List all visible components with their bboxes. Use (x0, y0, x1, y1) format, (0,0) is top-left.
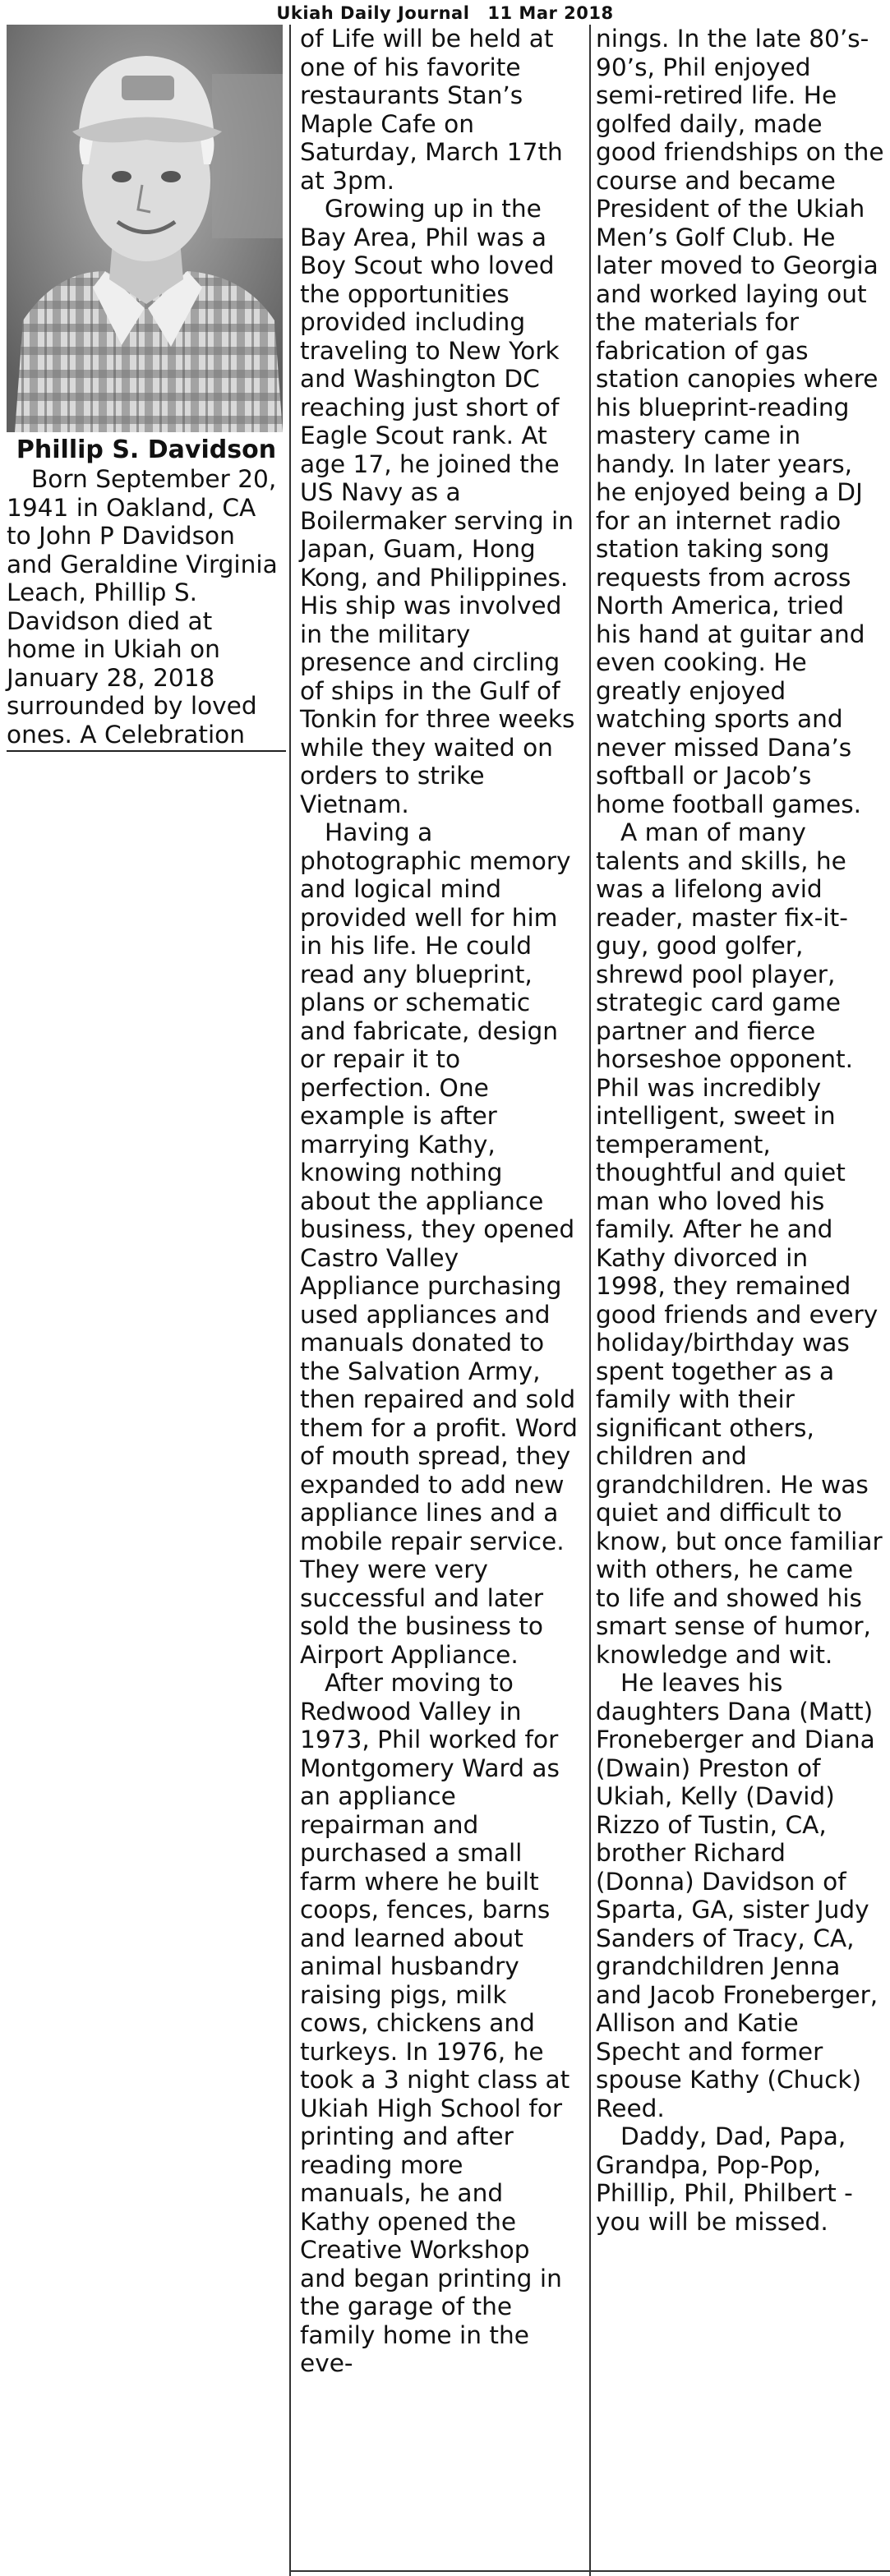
paragraph-redwood-valley: After moving to Redwood Valley in 1973, Phil worked for Montgomery Ward as an appliance repairman and purchased a small farm where he built coops, fences, barns and learned about animal husbandry raising pigs, milk cows, chickens and turkeys. In 1976, he took a 3 night class at Ukiah High School for printing and after reading more manuals, he and Kathy opened the Creative Workshop and began printing in the garage of the family home in the eve- (300, 1669, 570, 2377)
portrait-photo-icon (7, 25, 283, 432)
paragraph-character: A man of many talents and skills, he was a lifelong avid reader, master fix-it-guy, good golfer, shrewd pool player, strategic card game partner and fierce horseshoe opponent. Phil was incredibly intelligent, sweet in temperament, thoughtful and quiet man who loved his family. After he and Kathy divorced in 1998, they remained good friends and every holiday/birthday was spent together as a family with their significant others, children and grandchildren. He was quiet and difficult to know, but once familiar with others, he came to life and showed his smart sense of humor, knowledge and wit. (596, 818, 883, 1669)
bottom-rule (289, 2570, 890, 2572)
newspaper-name: Ukiah Daily Journal (276, 3, 470, 23)
deceased-name-caption: Phillip S. Davidson (16, 435, 277, 464)
masthead (0, 2, 890, 25)
paragraph-celebration-of-life: of Life will be held at one of his favorite restaurants Stan’s Maple Cafe on Saturday, March 17th at 3pm. (300, 25, 563, 195)
column-3 (596, 25, 885, 2236)
column-2 (300, 25, 579, 2378)
paragraph-early-life: Growing up in the Bay Area, Phil was a Boy Scout who loved the opportunities provided including traveling to New York and Washington DC reaching just short of Eagle Scout rank. At age 17, he joined the US Navy as a Boilermaker serving in Japan, Guam, Hong Kong, and Philippines. His ship was involved in the military presence and circling of ships in the Gulf of Tonkin for three weeks while they waited on orders to strike Vietnam. (300, 195, 575, 818)
paragraph-birth-death: Born September 20, 1941 in Oakland, CA to John P Davidson and Geraldine Virginia Leach, Phillip S. Davidson died at home in Ukiah on January 28, 2018 surrounded by loved ones. A Celebration (7, 465, 278, 749)
paragraph-career: Having a photographic memory and logical mind provided well for him in his life. He could read any blueprint, plans or schematic and fabricate, design or repair it to perfection. One example is after marrying Kathy, knowing nothing about the appliance business, they opened Castro Valley Appliance purchasing used appliances and manuals donated to the Salvation Army, then repaired and sold them for a profit. Word of mouth spread, they expanded to add new appliance lines and a mobile repair service. They were very successful and later sold the business to Airport Appliance. (300, 818, 578, 1669)
paragraph-survivors: He leaves his daughters Dana (Matt) Froneberger and Diana (Dwain) Preston of Ukiah, Kelly (David) Rizzo of Tustin, CA, brother Richard (Donna) Davidson of Sparta, GA, sister Judy Sanders of Tracy, CA, grandchildren Jenna and Jacob Froneberger, Allison and Katie Specht and former spouse Kathy (Chuck) Reed. (596, 1669, 878, 2122)
portrait-photo (7, 25, 283, 432)
column-rule-left (289, 25, 291, 2576)
publication-date: 11 Mar 2018 (487, 3, 614, 23)
paragraph-farewell: Daddy, Dad, Papa, Grandpa, Pop-Pop, Phillip, Phil, Philbert - you will be missed. (596, 2122, 853, 2236)
column-1 (7, 25, 286, 752)
paragraph-later-life: nings. In the late 80’s-90’s, Phil enjoyed semi-retired life. He golfed daily, made good friendships on the course and became President of the Ukiah Men’s Golf Club. He later moved to Georgia and worked laying out the materials for fabrication of gas station canopies where his blueprint-reading mastery came in handy. In later years, he enjoyed being a DJ for an internet radio station taking song requests from across North America, tried his hand at guitar and even cooking. He greatly enjoyed watching sports and never missed Dana’s softball or Jacob’s home football games. (596, 25, 884, 818)
column-rule-right (589, 25, 591, 2576)
